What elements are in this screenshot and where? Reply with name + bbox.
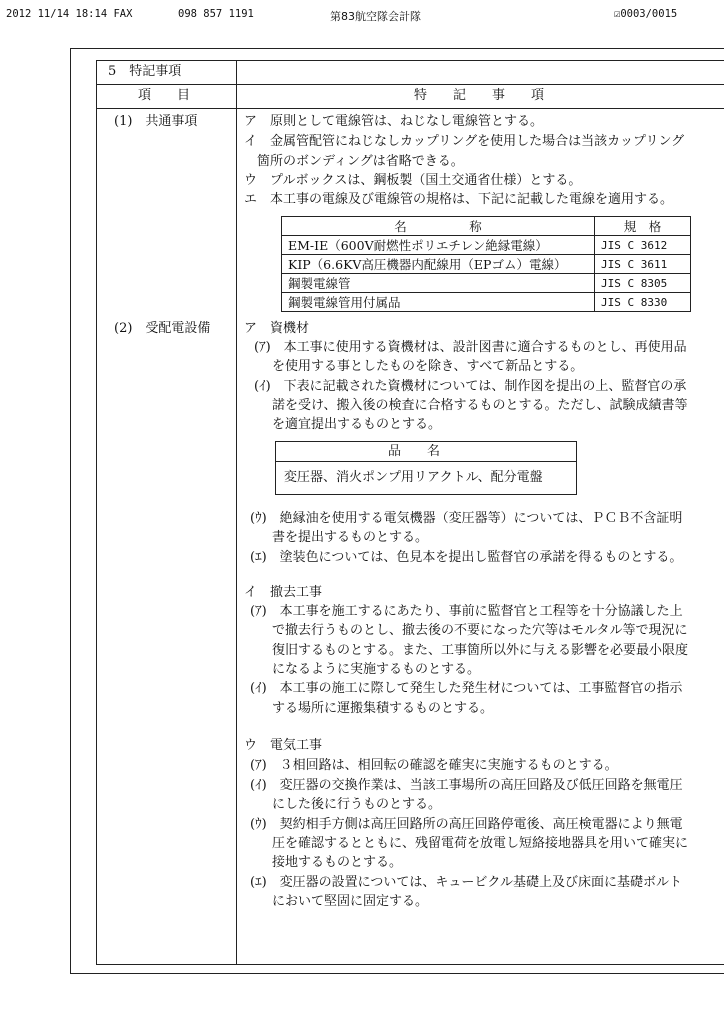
column-header-detail: 特 記 事 項 [414,88,545,103]
item2-c-title: ウ 電気工事 [244,738,323,753]
fax-header [0,8,724,24]
table-row [282,274,691,293]
spec-cell-std: JIS C 3611 [595,255,691,274]
item2-a2-line2: 諾を受け、搬入後の検査に合格するものとする。ただし、試験成績書等 [272,398,688,413]
item2-a2-line1: (ｲ) 下表に記載された資機材については、制作図を提出の上、監督官の承 [254,379,687,394]
item2-label: (2) 受配電設備 [114,321,211,336]
item2-a4: (ｴ) 塗装色については、色見本を提出し監督官の承諾を得るものとする。 [250,550,683,565]
spec-cell-name: 鋼製電線管 [282,274,595,293]
item2-a3-line1: (ｳ) 絶縁油を使用する電気機器（変圧器等）については、ＰＣＢ不含証明 [250,511,683,526]
spec-table-header [282,217,691,236]
item2-a1-line2: を使用する事としたものを除き、すべて新品とする。 [272,359,584,374]
item2-b1-line2: で撤去行うものとし、撤去後の不要になった穴等はモルタル等で現況に [272,623,688,638]
materials-box-body: 変圧器、消火ポンプ用リアクトル、配分電盤 [284,470,543,485]
materials-box [275,441,577,495]
fax-page: ☑0003/0015 [614,8,678,20]
item2-c3-line3: 接地するものとする。 [272,855,403,870]
fax-datetime: 2012 11/14 18:14 FAX [6,8,133,20]
item2-b1-line3: 復旧するものとする。また、工事箇所以外に与える影響を必要最小限度 [272,643,689,658]
item1-label: (1) 共通事項 [114,114,198,129]
spec-header-std: 規 格 [595,217,691,236]
spec-cell-std: JIS C 8305 [595,274,691,293]
table-left-line [96,60,97,964]
item2-c1: (ｱ) ３相回路は、相回転の確認を確実に実施するものとする。 [250,758,618,773]
item2-a1-line1: (ｱ) 本工事に使用する資機材は、設計図書に適合するものとし、再使用品 [254,340,687,355]
materials-box-divider [276,461,576,462]
spec-cell-std: JIS C 3612 [595,236,691,255]
table-top-line [96,60,724,61]
section-title: 5 特記事項 [108,64,182,79]
item2-b2-line1: (ｲ) 本工事の施工に際して発生した発生材については、工事監督官の指示 [250,681,683,696]
spec-header-name: 名 称 [282,217,595,236]
item2-a-title: ア 資機材 [244,321,310,336]
item1-e: エ 本工事の電線及び電線管の規格は、下記に記載した電線を適用する。 [244,192,674,207]
section-title-line [96,84,724,85]
fax-sender: 第83航空隊会計隊 [330,10,421,23]
item2-b1-line1: (ｱ) 本工事を施工するにあたり、事前に監督官と工程等を十分協議した上 [250,604,683,619]
column-header-item: 項 目 [138,88,191,103]
materials-box-header: 品 名 [388,444,441,459]
item1-u: ウ プルボックスは、鋼板製（国土交通省仕様）とする。 [244,173,582,188]
item2-c3-line2: 圧を確認するとともに、残留電荷を放電し短絡接地器具を用いて確実に [272,836,689,851]
spec-cell-std: JIS C 8330 [595,293,691,312]
table-bottom-line [96,964,724,965]
item2-c2-line2: にした後に行うものとする。 [272,797,442,812]
item2-b-title: イ 撤去工事 [244,585,323,600]
spec-table [281,216,691,312]
item1-a: ア 原則として電線管は、ねじなし電線管とする。 [244,114,544,129]
spec-cell-name: KIP（6.6KV高圧機器内配線用（EPゴム）電線） [282,255,595,274]
item2-a2-line3: を適宜提出するものとする。 [272,417,442,432]
table-row [282,236,691,255]
item2-c4-line1: (ｴ) 変圧器の設置については、キュービクル基礎上及び床面に基礎ボルト [250,875,682,890]
item2-b1-line4: になるように実施するものとする。 [272,662,481,677]
item1-i-line1: イ 金属管配管にねじなしカップリングを使用した場合は当該カップリング [244,134,685,149]
table-row [282,293,691,312]
column-divider [236,60,237,964]
table-row [282,255,691,274]
item2-a3-line2: 書を提出するものとする。 [272,530,429,545]
item2-c3-line1: (ｳ) 契約相手方側は高圧回路所の高圧回路停電後、高圧検電器により無電 [250,817,683,832]
item2-c2-line1: (ｲ) 変圧器の交換作業は、当該工事場所の高圧回路及び低圧回路を無電圧 [250,778,683,793]
item2-b2-line2: する場所に運搬集積するものとする。 [272,701,494,716]
spec-cell-name: 鋼製電線管用付属品 [282,293,595,312]
item1-i-line2: 箇所のボンディングは省略できる。 [257,154,464,169]
spec-cell-name: EM-IE（600V耐燃性ポリエチレン絶縁電線） [282,236,595,255]
column-header-line [96,108,724,109]
fax-number: 098 857 1191 [178,8,254,20]
item2-c4-line2: において堅固に固定する。 [272,894,429,909]
